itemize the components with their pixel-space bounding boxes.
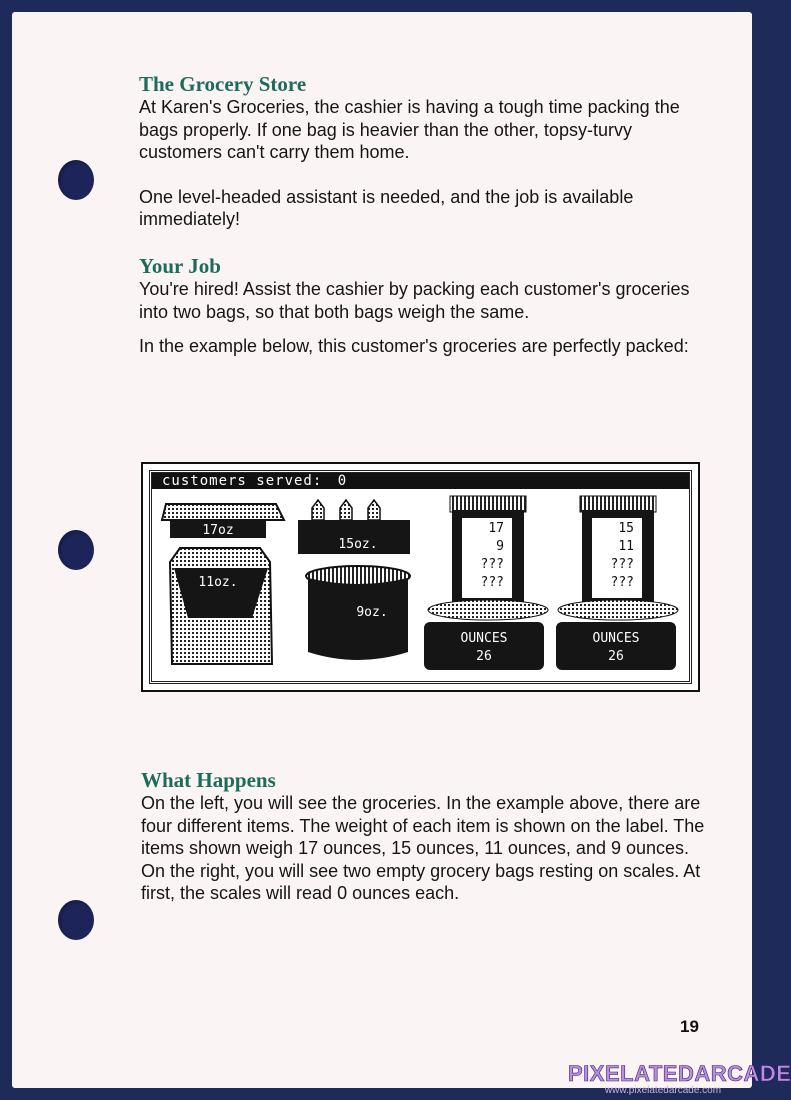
bag-slot: ??? xyxy=(610,557,634,572)
scale-label: OUNCES xyxy=(460,631,508,646)
bag-slot: ??? xyxy=(480,575,504,590)
paragraph: One level-headed assistant is needed, and the job is available immediately! xyxy=(139,186,634,229)
barrel-item xyxy=(306,566,410,660)
bottles-item xyxy=(298,500,410,554)
bag-scale-2 xyxy=(556,496,678,670)
page-number: 19 xyxy=(680,1017,699,1036)
item-label-11oz: 11oz. xyxy=(198,575,238,590)
heading-your-job: Your Job xyxy=(139,254,221,278)
bag-slot: ??? xyxy=(610,575,634,590)
heading-what-happens: What Happens xyxy=(141,768,276,792)
section-what-happens xyxy=(141,768,706,905)
bag-slot: ??? xyxy=(480,557,504,572)
scale-label: OUNCES xyxy=(592,631,640,646)
paragraph: In the example below, this customer's groceries are perfectly packed: xyxy=(139,336,689,356)
binder-hole xyxy=(58,160,94,200)
heading-grocery-store: The Grocery Store xyxy=(139,72,307,96)
sack-item xyxy=(170,548,272,664)
watermark-title: PIXELATEDARCADE xyxy=(568,1061,791,1086)
status-bar xyxy=(152,473,689,489)
customers-served-value: 0 xyxy=(337,473,348,489)
game-scene xyxy=(152,492,689,682)
bag-slot: 9 xyxy=(496,539,504,554)
item-label-15oz: 15oz. xyxy=(338,537,378,552)
bag-scale-1 xyxy=(424,496,548,670)
bag-slot: 11 xyxy=(618,539,634,554)
section-your-job xyxy=(139,254,704,358)
section-grocery-store xyxy=(139,72,704,231)
binder-hole xyxy=(58,530,94,570)
binder-hole xyxy=(58,900,94,940)
item-label-9oz: 9oz. xyxy=(356,605,388,620)
watermark-url: www.pixelatedarcade.com xyxy=(604,1085,722,1096)
paragraph: At Karen's Groceries, the cashier is having a tough time packing the bags properly. If one bag is heavier than the other, topsy-turvy customers can't carry them home. xyxy=(139,97,680,162)
customers-served-label: customers served: xyxy=(162,473,323,489)
tray-item xyxy=(162,504,284,538)
bag-slot: 17 xyxy=(488,521,504,536)
scale-reading: 26 xyxy=(608,649,624,664)
watermark xyxy=(568,1061,791,1097)
paragraph: On the left, you will see the groceries. In the example above, there are four different items. The weight of each item is shown on the label. The items shown weigh 17 ounces, 15 ounces, 11 ounces, and 9 ounces. On the right, you will see two empty grocery bags resting on scales. At first, the scales will read 0 ounces each. xyxy=(141,793,705,903)
bag-slot: 15 xyxy=(618,521,634,536)
scale-reading: 26 xyxy=(476,649,492,664)
item-label-17oz: 17oz xyxy=(202,523,234,538)
game-screenshot xyxy=(141,462,700,692)
paragraph: You're hired! Assist the cashier by packing each customer's groceries into two bags, so that both bags weigh the same. xyxy=(139,279,690,322)
